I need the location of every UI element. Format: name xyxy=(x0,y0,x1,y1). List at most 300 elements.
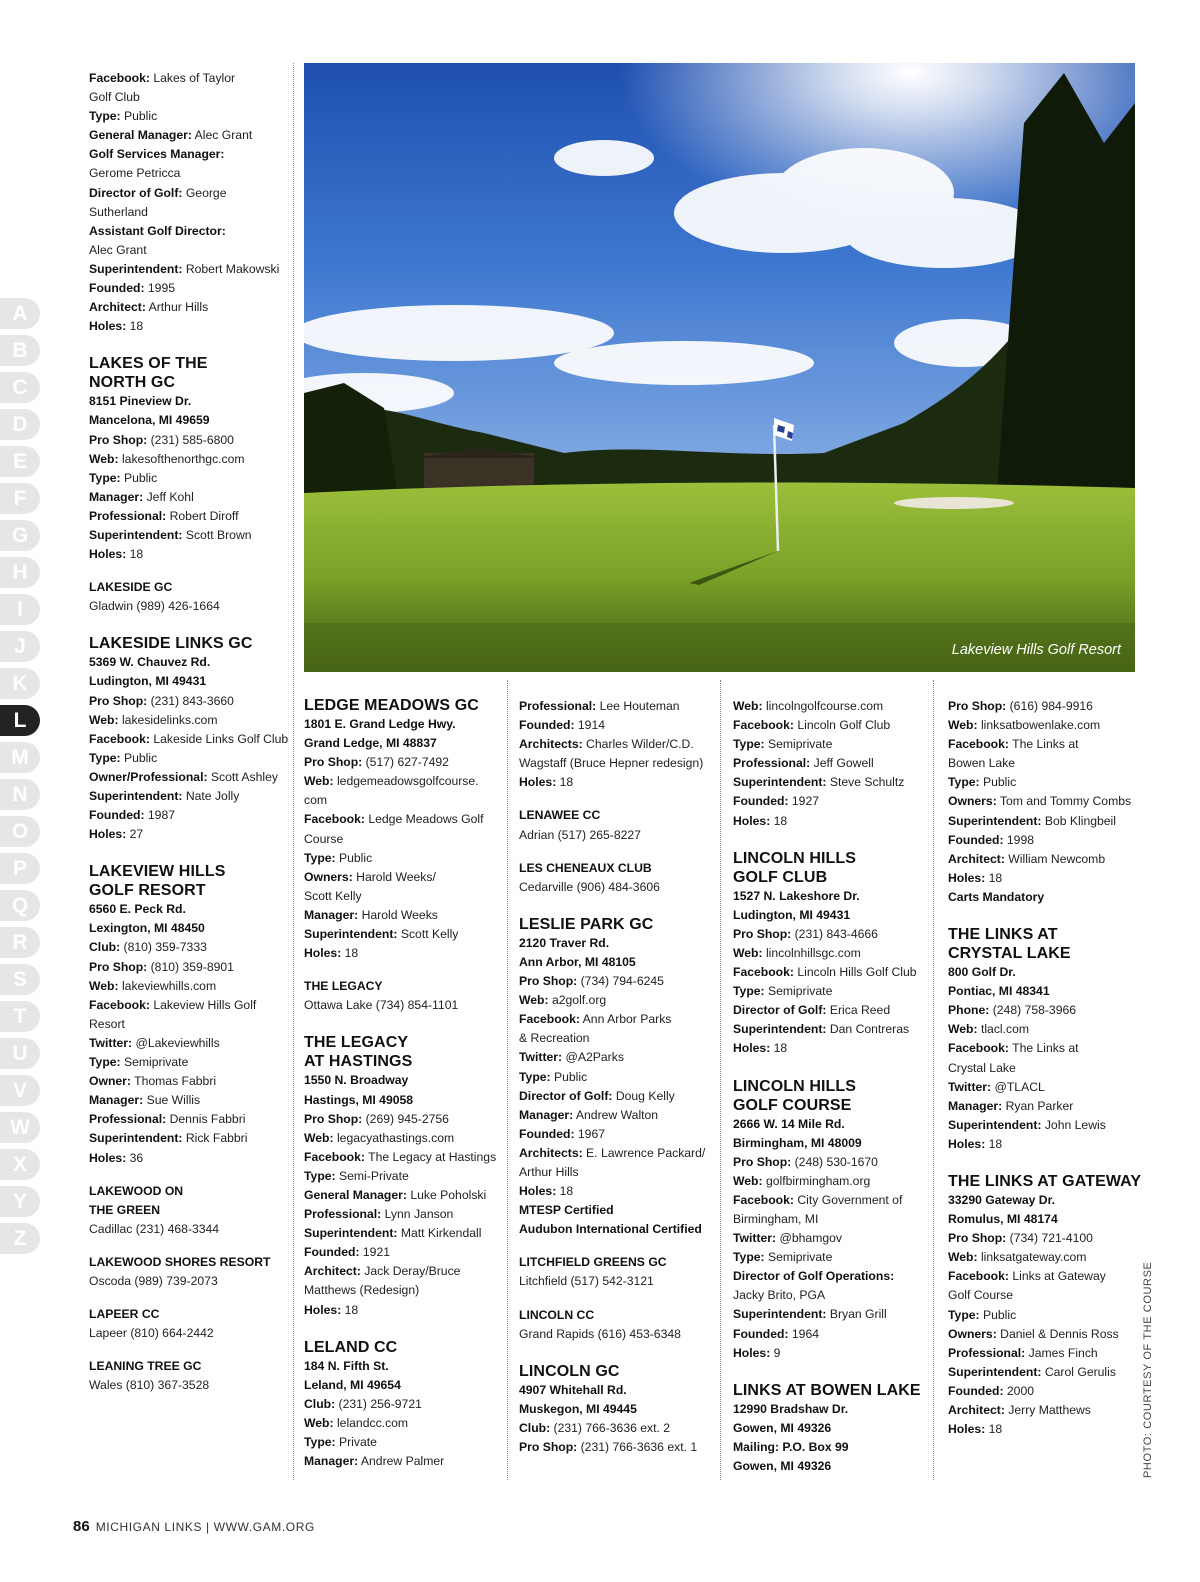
field-label: Type: xyxy=(948,1307,980,1322)
entry-line xyxy=(519,1125,719,1144)
field-value: Grand Rapids (616) 453-6348 xyxy=(519,1326,681,1341)
field-value: Semiprivate xyxy=(764,737,833,752)
entry-line xyxy=(89,411,289,430)
field-label: Pro Shop: xyxy=(304,755,363,770)
alphabet-tab-t[interactable]: T xyxy=(0,1001,40,1032)
entry-spacer xyxy=(519,1344,719,1362)
alphabet-tab-i[interactable]: I xyxy=(0,594,40,625)
entry-line xyxy=(304,1224,504,1243)
alphabet-tab-j[interactable]: J xyxy=(0,631,40,662)
field-label: Facebook: xyxy=(89,71,150,85)
entry-line xyxy=(304,734,504,753)
field-label: Superintendent: xyxy=(304,1226,398,1241)
field-value: 1914 xyxy=(574,718,606,733)
entry-line xyxy=(89,126,289,145)
entry-line xyxy=(304,1110,504,1129)
directory-entry xyxy=(519,697,719,792)
field-value: Jack Deray/Bruce xyxy=(360,1264,461,1279)
field-label: Hastings, MI 49058 xyxy=(304,1092,414,1107)
entry-line xyxy=(948,1420,1148,1439)
column-divider xyxy=(293,63,294,1480)
alphabet-tab-q[interactable]: Q xyxy=(0,890,40,921)
alphabet-tab-e[interactable]: E xyxy=(0,446,40,477)
field-value: Resort xyxy=(89,1016,125,1031)
field-label: Lexington, MI 48450 xyxy=(89,921,205,936)
field-value: (248) 758-3966 xyxy=(989,1003,1077,1018)
field-value: Harold Weeks xyxy=(358,907,438,922)
entry-line xyxy=(948,982,1148,1001)
entry-line xyxy=(733,754,933,773)
photo-credit: PHOTO: COURTESY OF THE COURSE xyxy=(1142,1261,1154,1478)
alphabet-tab-c[interactable]: C xyxy=(0,372,40,403)
field-value: Andrew Walton xyxy=(573,1107,659,1122)
field-label: Phone: xyxy=(948,1003,990,1018)
alphabet-tab-b[interactable]: B xyxy=(0,335,40,366)
field-label: Holes: xyxy=(89,319,127,334)
entry-line xyxy=(89,958,289,977)
field-value: (231) 843-3660 xyxy=(147,693,234,708)
field-value: @A2Parks xyxy=(562,1050,624,1065)
entry-line xyxy=(89,977,289,996)
field-value: (231) 585-6800 xyxy=(147,432,234,447)
entry-line xyxy=(519,1438,719,1457)
field-label: General Manager: xyxy=(89,128,192,143)
field-value: Charles Wilder/C.D. xyxy=(582,737,694,752)
field-label: 2666 W. 14 Mile Rd. xyxy=(733,1116,845,1131)
field-label: Owners: xyxy=(304,869,353,884)
field-value: & Recreation xyxy=(519,1031,590,1046)
alphabet-tab-k[interactable]: K xyxy=(0,668,40,699)
entry-line xyxy=(519,754,719,773)
field-label: 8151 Pineview Dr. xyxy=(89,394,192,409)
entry-spacer xyxy=(89,844,289,862)
field-value: Public xyxy=(979,1307,1017,1322)
field-label: Club: xyxy=(304,1396,336,1411)
entry-line xyxy=(89,1072,289,1091)
field-value: tlacl.com xyxy=(977,1022,1030,1037)
entry-line xyxy=(948,1039,1148,1058)
field-label: Pro Shop: xyxy=(948,1231,1007,1246)
alphabet-tab-z[interactable]: Z xyxy=(0,1223,40,1254)
field-label: Holes: xyxy=(89,1150,127,1165)
entry-line xyxy=(89,1015,289,1034)
directory-entry xyxy=(89,354,289,564)
field-value: Sutherland xyxy=(89,204,148,219)
field-value: E. Lawrence Packard/ xyxy=(582,1145,706,1160)
field-label: Holes: xyxy=(948,1136,986,1151)
field-label: Type: xyxy=(733,1250,765,1265)
field-value: 1998 xyxy=(1003,832,1035,847)
field-label: Web: xyxy=(733,945,763,960)
directory-entry xyxy=(519,1253,719,1291)
entry-line xyxy=(948,1135,1148,1154)
field-value: 1995 xyxy=(144,281,176,296)
alphabet-tab-r[interactable]: R xyxy=(0,927,40,958)
directory-entry xyxy=(89,69,289,336)
directory-column-5 xyxy=(948,697,1148,1439)
field-value: @bhamgov xyxy=(776,1231,843,1246)
field-value: Golf Club xyxy=(89,90,140,105)
entry-line xyxy=(519,972,719,991)
field-value: Scott Kelly xyxy=(397,927,459,942)
field-value: Andrew Palmer xyxy=(358,1454,445,1469)
alphabet-tab-a[interactable]: A xyxy=(0,298,40,329)
field-label: Twitter: xyxy=(89,1035,133,1050)
field-value: Luke Poholski xyxy=(406,1187,487,1202)
directory-entry xyxy=(89,1253,289,1291)
alphabet-tab-d[interactable]: D xyxy=(0,409,40,440)
entry-line xyxy=(89,1091,289,1110)
entry-line xyxy=(733,697,933,716)
field-value: Ann Arbor Parks xyxy=(579,1012,672,1027)
entry-heading: LINCOLN HILLS xyxy=(733,849,857,867)
entry-line xyxy=(304,1395,504,1414)
entry-line xyxy=(519,826,719,845)
field-label: Facebook: xyxy=(733,1192,794,1207)
field-label: Superintendent: xyxy=(948,1364,1042,1379)
field-label: Facebook: xyxy=(948,1269,1009,1284)
entry-line xyxy=(519,1220,719,1239)
entry-line xyxy=(733,1457,933,1476)
field-label: Owners: xyxy=(948,1326,997,1341)
entry-heading: LAKEVIEW HILLS xyxy=(89,863,226,881)
entry-heading: LINCOLN HILLS xyxy=(733,1077,857,1095)
entry-line xyxy=(304,1301,504,1320)
entry-name: LAPEER CC xyxy=(89,1307,160,1322)
field-value: Gladwin (989) 426-1664 xyxy=(89,599,220,614)
field-value: 18 xyxy=(341,1302,359,1317)
entry-line xyxy=(733,925,933,944)
alphabet-tab-f[interactable]: F xyxy=(0,483,40,514)
field-value: The Links at xyxy=(1008,737,1079,752)
entry-line xyxy=(304,1071,504,1090)
entry-line xyxy=(89,597,289,616)
entry-spacer xyxy=(519,845,719,859)
field-label: Mancelona, MI 49659 xyxy=(89,413,210,428)
field-value: lincolngolfcourse.com xyxy=(762,699,884,713)
entry-line xyxy=(304,753,504,772)
directory-entry xyxy=(89,862,289,1167)
page-number: 86 xyxy=(73,1518,90,1535)
field-label: Founded: xyxy=(89,808,145,823)
field-value: Scott Brown xyxy=(182,527,252,542)
entry-line xyxy=(733,906,933,925)
field-label: Gowen, MI 49326 xyxy=(733,1420,832,1435)
field-value: Jerry Matthews xyxy=(1004,1403,1091,1417)
entry-heading: LAKESIDE LINKS GC xyxy=(89,635,253,653)
field-value: 1927 xyxy=(788,794,820,809)
entry-line xyxy=(304,906,504,925)
entry-line xyxy=(948,1097,1148,1116)
entry-line xyxy=(948,888,1148,907)
entry-line xyxy=(89,1376,289,1395)
entry-line xyxy=(733,1191,933,1210)
field-value: Ryan Parker xyxy=(1002,1098,1074,1113)
entry-line xyxy=(89,1201,289,1220)
column-divider xyxy=(933,680,934,1480)
entry-line xyxy=(733,1210,933,1229)
entry-line xyxy=(304,996,504,1015)
field-label: Director of Golf: xyxy=(519,1088,613,1103)
field-value: Erica Reed xyxy=(826,1003,891,1018)
field-label: MTESP Certified xyxy=(519,1203,614,1218)
field-value: Nate Jolly xyxy=(182,789,240,803)
field-label: Manager: xyxy=(89,489,144,504)
entry-spacer xyxy=(948,907,1148,925)
entry-line xyxy=(89,787,289,806)
entry-line xyxy=(89,241,289,260)
entry-line xyxy=(948,1382,1148,1401)
entry-line xyxy=(733,1134,933,1153)
entry-line xyxy=(948,697,1148,716)
field-label: Web: xyxy=(304,1130,334,1145)
field-label: Manager: xyxy=(89,1093,144,1108)
entry-line xyxy=(519,1106,719,1125)
field-label: Professional: xyxy=(89,1112,167,1127)
entry-line xyxy=(89,806,289,825)
entry-line xyxy=(948,1267,1148,1286)
field-label: Web: xyxy=(89,451,119,466)
entry-spacer xyxy=(89,1168,289,1182)
entry-line xyxy=(89,526,289,545)
entry-line xyxy=(733,812,933,831)
field-value: lakesofthenorthgc.com xyxy=(118,451,245,466)
entry-line xyxy=(519,1182,719,1201)
entry-line xyxy=(733,1286,933,1305)
field-label: 184 N. Fifth St. xyxy=(304,1358,389,1373)
field-value: 18 xyxy=(126,547,144,562)
entry-name: LINCOLN CC xyxy=(519,1307,595,1322)
field-value: 1987 xyxy=(144,808,176,823)
entry-line xyxy=(733,1325,933,1344)
field-value: (616) 984-9916 xyxy=(1006,699,1093,713)
entry-line xyxy=(89,919,289,938)
field-value: @Lakeviewhills xyxy=(132,1035,220,1050)
field-label: Grand Ledge, MI 48837 xyxy=(304,736,437,751)
field-label: Director of Golf: xyxy=(89,185,183,200)
directory-entry xyxy=(733,849,933,1059)
entry-line xyxy=(733,1419,933,1438)
field-value: Scott Kelly xyxy=(304,888,362,903)
alphabet-tab-g[interactable]: G xyxy=(0,520,40,551)
alphabet-tab-v[interactable]: V xyxy=(0,1075,40,1106)
entry-line xyxy=(519,697,719,716)
field-value: John Lewis xyxy=(1041,1117,1106,1132)
entry-line xyxy=(519,878,719,897)
field-value: Links at Gateway xyxy=(1008,1269,1106,1284)
entry-name: THE LEGACY xyxy=(304,979,383,994)
entry-line xyxy=(733,1172,933,1191)
alphabet-tab-w[interactable]: W xyxy=(0,1112,40,1143)
entry-line xyxy=(519,1010,719,1029)
field-label: Mailing: P.O. Box 99 xyxy=(733,1439,849,1454)
entry-heading: GOLF RESORT xyxy=(89,882,206,900)
field-value: Scott Ashley xyxy=(207,769,278,784)
field-value: Ottawa Lake (734) 854-1101 xyxy=(304,998,459,1013)
field-value: Course xyxy=(304,831,344,846)
entry-line xyxy=(89,107,289,126)
field-label: Twitter: xyxy=(733,1231,777,1246)
alphabet-tab-l[interactable]: L xyxy=(0,705,40,736)
field-label: Romulus, MI 48174 xyxy=(948,1212,1058,1227)
alphabet-tab-h[interactable]: H xyxy=(0,557,40,588)
field-label: Facebook: xyxy=(89,997,150,1012)
field-value: Adrian (517) 265-8227 xyxy=(519,827,641,842)
entry-name: LAKEWOOD SHORES RESORT xyxy=(89,1254,271,1269)
field-label: Muskegon, MI 49445 xyxy=(519,1401,637,1416)
field-label: Type: xyxy=(89,109,121,124)
alphabet-tab-m[interactable]: M xyxy=(0,742,40,773)
entry-line xyxy=(89,938,289,957)
field-label: Facebook: xyxy=(733,718,794,733)
entry-name: LITCHFIELD GREENS GC xyxy=(519,1255,667,1270)
alphabet-tab-s[interactable]: S xyxy=(0,964,40,995)
field-value: Public xyxy=(120,750,158,765)
entry-line xyxy=(304,1091,504,1110)
entry-line xyxy=(519,991,719,1010)
entry-line xyxy=(733,1153,933,1172)
field-label: Gowen, MI 49326 xyxy=(733,1459,832,1473)
entry-line xyxy=(89,1149,289,1168)
field-label: Facebook: xyxy=(948,737,1009,752)
entry-line xyxy=(304,1167,504,1186)
field-label: Holes: xyxy=(733,1345,771,1360)
field-value: Robert Diroff xyxy=(166,508,239,523)
entry-heading: GOLF COURSE xyxy=(733,1096,852,1114)
entry-name: LAKEWOOD ON xyxy=(89,1183,184,1198)
field-value: Lynn Janson xyxy=(381,1207,454,1222)
entry-line xyxy=(89,711,289,730)
entry-line xyxy=(519,773,719,792)
entry-line xyxy=(519,953,719,972)
entry-line xyxy=(89,996,289,1015)
entry-name: LENAWEE CC xyxy=(519,808,601,823)
field-value: Bob Klingbeil xyxy=(1041,813,1116,828)
field-label: Architects: xyxy=(519,1145,583,1160)
field-label: Type: xyxy=(304,1168,336,1183)
directory-entry xyxy=(89,578,289,616)
entry-line xyxy=(89,730,289,749)
entry-line xyxy=(519,1144,719,1163)
field-value: Daniel & Dennis Ross xyxy=(996,1326,1119,1341)
alphabet-tab-x[interactable]: X xyxy=(0,1149,40,1180)
entry-line xyxy=(733,792,933,811)
field-label: Type: xyxy=(304,1435,336,1449)
entry-line xyxy=(948,812,1148,831)
field-label: Facebook: xyxy=(733,965,794,980)
alphabet-tab-y[interactable]: Y xyxy=(0,1186,40,1217)
entry-line xyxy=(89,260,289,279)
field-label: 2120 Traver Rd. xyxy=(519,935,610,950)
entry-heading: AT HASTINGS xyxy=(304,1053,413,1071)
field-value: Public xyxy=(335,850,373,865)
entry-spacer xyxy=(519,1239,719,1253)
field-label: Founded: xyxy=(519,718,575,733)
field-value: Jeff Gowell xyxy=(810,756,874,771)
field-value: legacyathastings.com xyxy=(333,1130,455,1145)
field-label: 1801 E. Grand Ledge Hwy. xyxy=(304,717,456,731)
entry-line xyxy=(304,925,504,944)
alphabet-tab-p[interactable]: P xyxy=(0,853,40,884)
entry-line xyxy=(304,1186,504,1205)
field-label: Ann Arbor, MI 48105 xyxy=(519,954,636,969)
alphabet-tab-n[interactable]: N xyxy=(0,779,40,810)
field-label: Carts Mandatory xyxy=(948,889,1045,904)
field-label: Type: xyxy=(519,1069,551,1084)
entry-line xyxy=(948,831,1148,850)
entry-line xyxy=(948,716,1148,735)
field-label: 6560 E. Peck Rd. xyxy=(89,902,186,917)
entry-line xyxy=(304,1376,504,1395)
field-label: Type: xyxy=(304,850,336,865)
field-label: Manager: xyxy=(304,907,359,922)
field-label: Web: xyxy=(304,774,334,789)
field-label: Holes: xyxy=(519,1184,557,1199)
field-value: Arthur Hills xyxy=(145,300,209,315)
field-value: Alec Grant xyxy=(191,128,253,143)
entry-line xyxy=(89,164,289,183)
field-label: Owner: xyxy=(89,1074,131,1089)
entry-spacer xyxy=(519,897,719,915)
directory-entry xyxy=(304,1338,504,1472)
entry-line xyxy=(304,830,504,849)
field-value: Matt Kirkendall xyxy=(397,1226,482,1241)
entry-line xyxy=(948,1229,1148,1248)
field-label: Holes: xyxy=(89,827,127,842)
entry-line xyxy=(733,1229,933,1248)
field-label: Twitter: xyxy=(519,1050,563,1065)
entry-line xyxy=(519,716,719,735)
field-value: 18 xyxy=(985,870,1003,885)
entry-line xyxy=(304,810,504,829)
field-label: Holes: xyxy=(89,547,127,562)
field-value: 36 xyxy=(126,1150,144,1165)
alphabet-tab-u[interactable]: U xyxy=(0,1038,40,1069)
field-label: Facebook: xyxy=(948,1041,1009,1056)
field-value: (231) 766-3636 ext. 1 xyxy=(577,1440,698,1454)
entry-line xyxy=(733,773,933,792)
alphabet-tab-o[interactable]: O xyxy=(0,816,40,847)
field-value: Arthur Hills xyxy=(519,1164,579,1179)
field-value: Oscoda (989) 739-2073 xyxy=(89,1273,218,1288)
field-value: 2000 xyxy=(1003,1383,1035,1398)
field-value: golfbirmingham.org xyxy=(762,1173,871,1188)
entry-line xyxy=(89,184,289,203)
field-label: 33290 Gateway Dr. xyxy=(948,1192,1056,1207)
entry-line xyxy=(304,715,504,734)
field-label: Superintendent: xyxy=(733,1022,827,1037)
entry-line xyxy=(733,1344,933,1363)
entry-line xyxy=(89,749,289,768)
entry-line xyxy=(89,768,289,787)
field-label: Pro Shop: xyxy=(89,959,148,974)
field-label: Professional: xyxy=(304,1207,382,1222)
page-footer xyxy=(73,1518,315,1535)
field-label: Director of Golf Operations: xyxy=(733,1269,895,1284)
field-label: Superintendent: xyxy=(733,1307,827,1322)
entry-heading: LESLIE PARK GC xyxy=(519,915,654,933)
field-value: Harold Weeks/ xyxy=(352,869,436,884)
field-label: Club: xyxy=(89,940,121,955)
field-value: Wagstaff (Bruce Hepner redesign) xyxy=(519,756,704,771)
entry-line xyxy=(89,88,289,107)
field-value: 1967 xyxy=(574,1126,606,1141)
field-label: Holes: xyxy=(304,1302,342,1317)
field-value: Bowen Lake xyxy=(948,756,1016,771)
entry-line xyxy=(948,1401,1148,1420)
field-value: 18 xyxy=(770,1041,788,1056)
directory-entry xyxy=(519,1362,719,1457)
